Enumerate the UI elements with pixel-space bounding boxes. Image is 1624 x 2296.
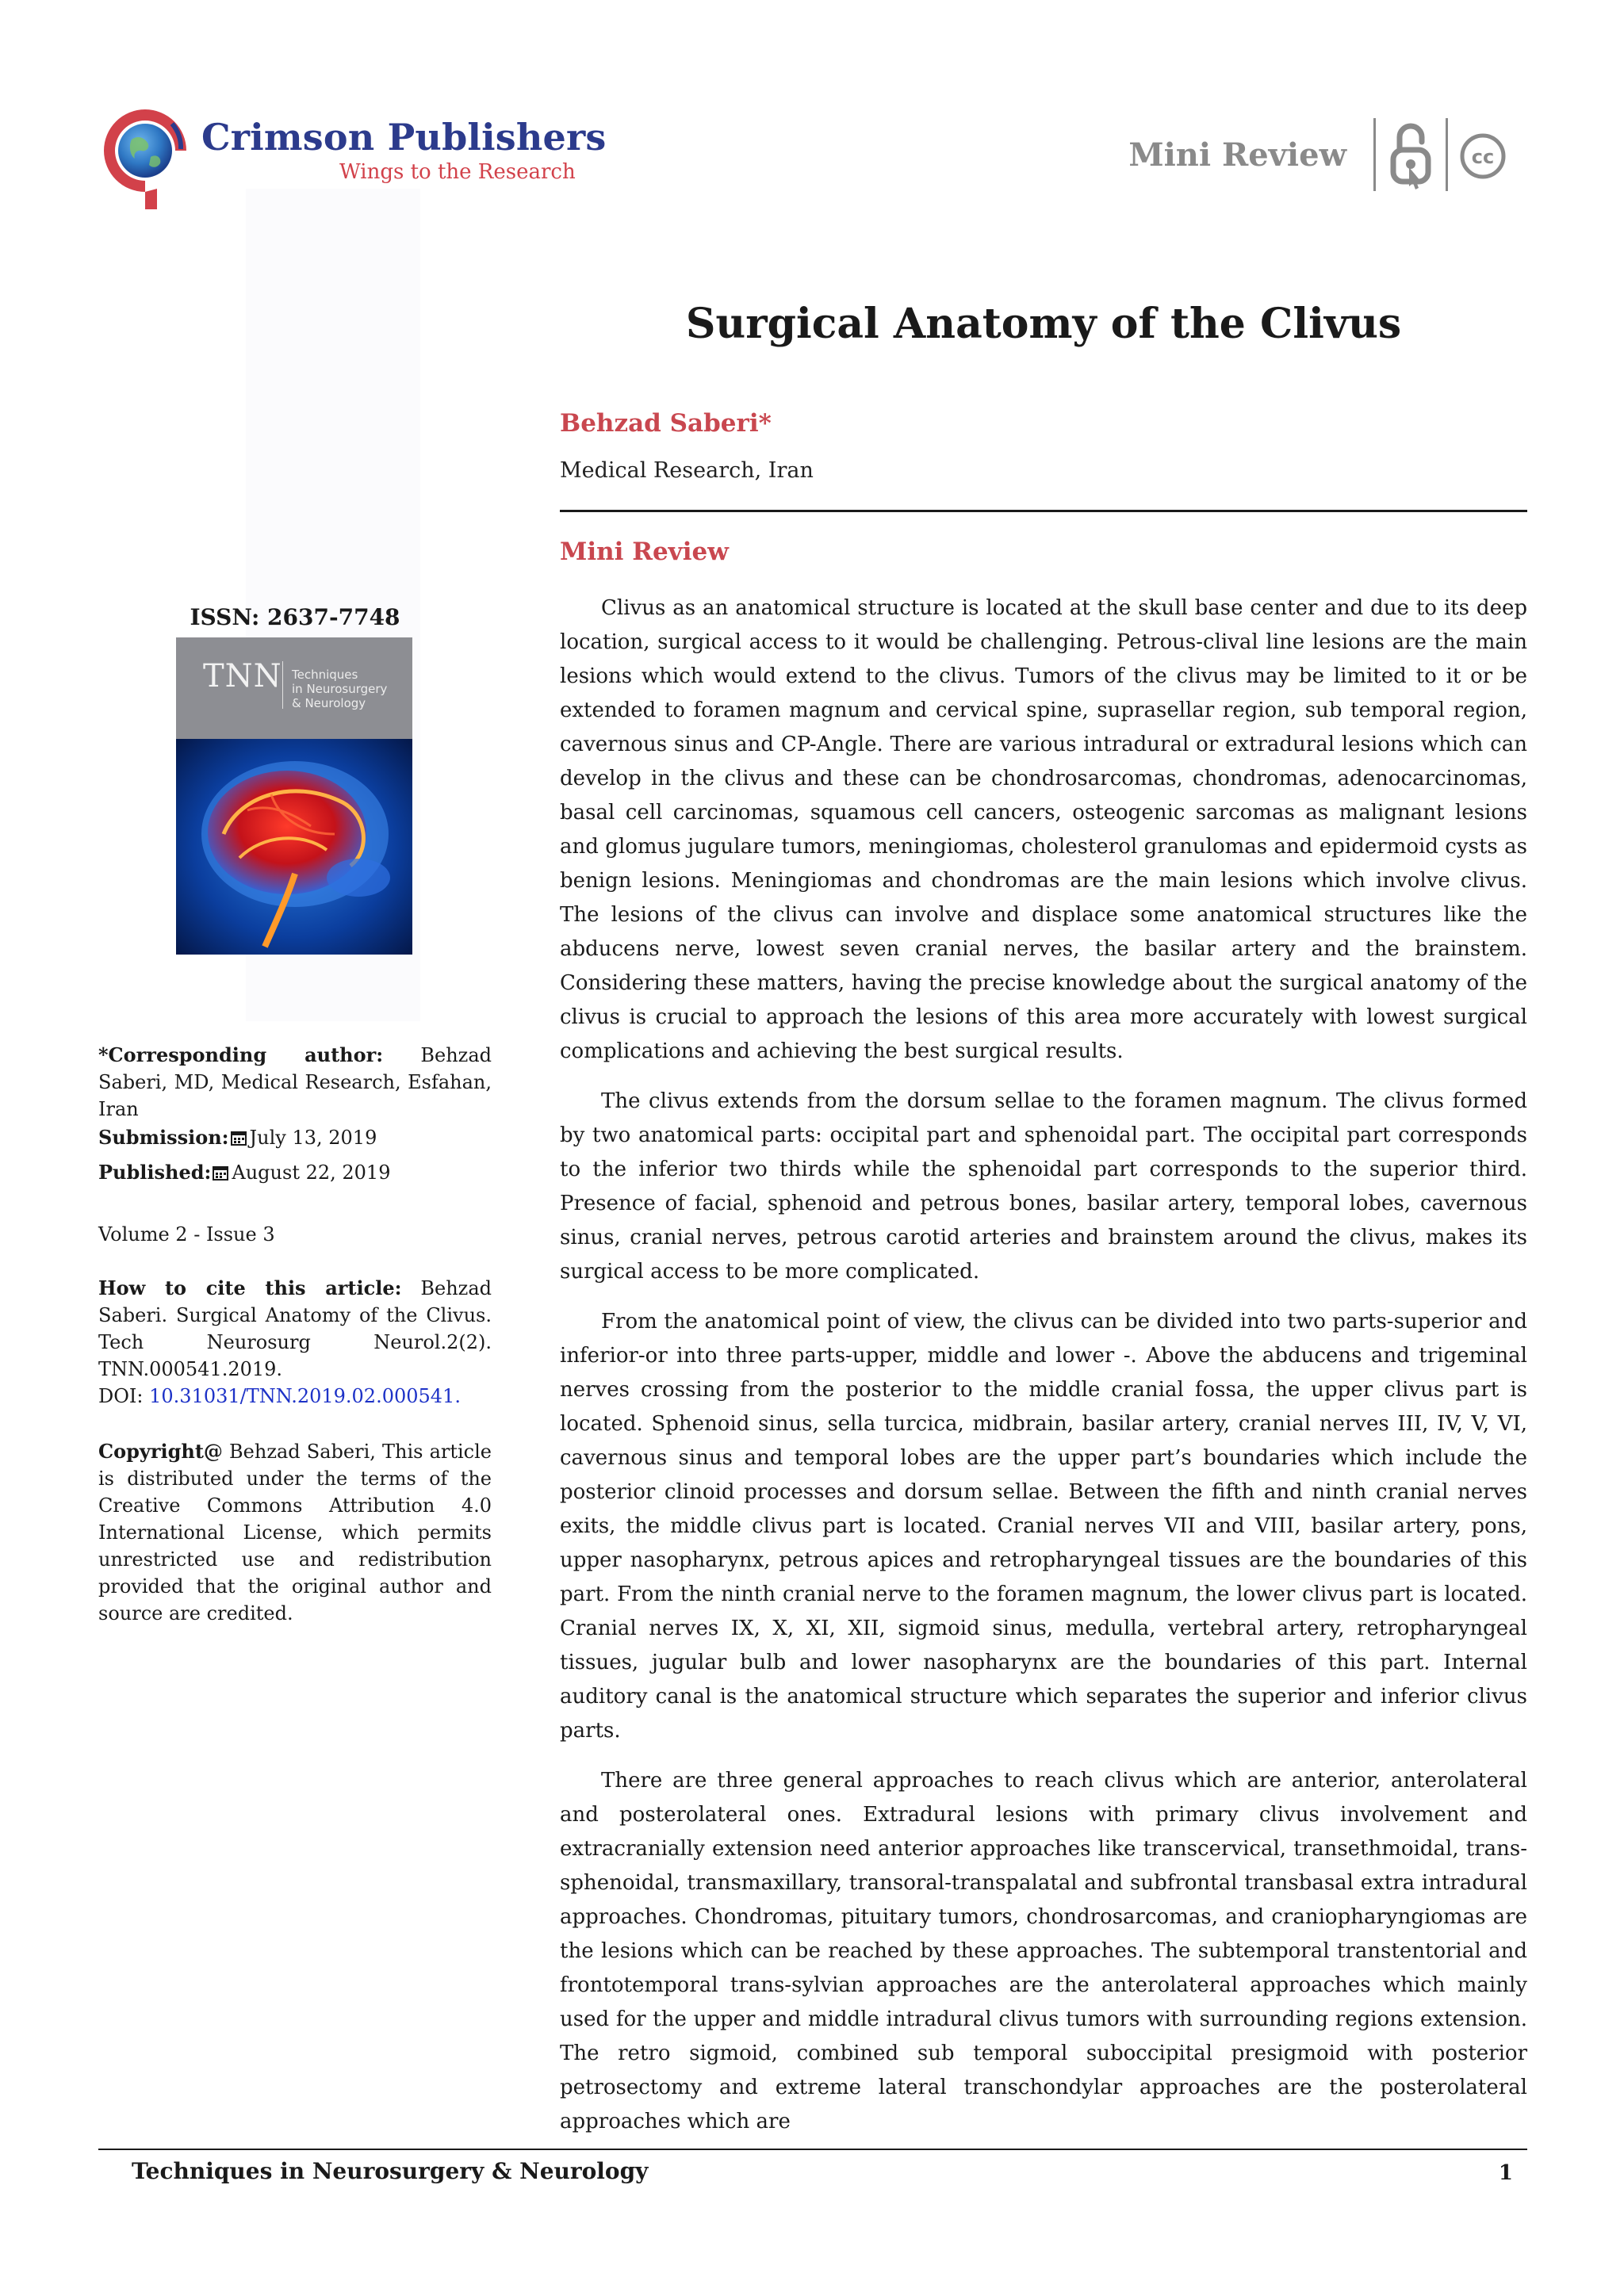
author-affiliation: Medical Research, Iran	[560, 458, 814, 483]
citation-label: How to cite this article:	[98, 1276, 402, 1299]
cover-subtitle-line-2: in Neurosurgery	[292, 682, 388, 696]
footer-divider	[98, 2149, 1527, 2150]
header-right	[1128, 111, 1508, 198]
brain-illustration-icon	[176, 739, 412, 955]
published-date: August 22, 2019	[232, 1161, 391, 1184]
corresponding-author-label: *Corresponding author:	[98, 1043, 384, 1066]
article-type-label: Mini Review	[1128, 136, 1346, 174]
header-divider	[1373, 118, 1376, 191]
issn-label: ISSN: 2637-7748	[190, 604, 400, 630]
calendar-icon	[213, 1165, 228, 1181]
footer-journal-name: Techniques in Neurosurgery & Neurology	[132, 2158, 649, 2184]
cover-abbr: TNN	[203, 658, 282, 695]
volume-issue: Volume 2 - Issue 3	[98, 1223, 275, 1246]
article-title: Surgical Anatomy of the Clivus	[685, 300, 1402, 348]
journal-cover[interactable]	[176, 637, 412, 955]
page-number: 1	[1498, 2161, 1513, 2185]
submission-date-row	[98, 1124, 492, 1151]
author-name[interactable]: Behzad Saberi*	[560, 409, 772, 438]
published-label: Published:	[98, 1161, 212, 1184]
submission-date: July 13, 2019	[249, 1127, 377, 1149]
body-paragraph-2: The clivus extends from the dorsum sellae to the foramen magnum. The clivus formed by two anatomical parts: occipital part and sphenoidal part. The occipital part corresponds to the inferior two thirds while the sphenoidal part corresponds to the superior third. Presence of facial, sphenoid and petrous bones, basilar artery, temporal lobes, cavernous sinus, cranial nerves, petrous carotid arteries and brainstem around the clivus, makes its surgical access to be more complicated.	[560, 1089, 1527, 1284]
citation-text: Behzad Saberi. Surgical Anatomy of the Clivus. Tech Neurosurg Neurol.2(2). TNN.000541.2019.	[98, 1277, 492, 1380]
cover-subtitle-line-3: & Neurology	[292, 696, 366, 710]
cover-subtitle	[292, 668, 411, 710]
cover-subtitle-line-1: Techniques	[292, 668, 358, 682]
article-body	[560, 591, 1527, 2155]
body-paragraph-1: Clivus as an anatomical structure is located at the skull base center and due to its deep location, surgical access to it would be challenging. Petrous-clival line lesions are the main lesions which would extend to the clivus. Tumors of the clivus may be limited to it or be extended to foramen magnum and cervical spine, suprasellar region, sub temporal region, cavernous sinus and CP-Angle. There are various intradural or extradural lesions which can develop in the clivus and these can be chondrosarcomas, chondromas, adenocarcinomas, basal cell carcinomas, squamous cell cancers, osteogenic sarcomas as malignant lesions and glomus jugulare tumors, meningiomas, cholesterol granulomas and epidermoid cysts as benign lesions. Meningiomas and chondromas are the main lesions which involve clivus. The lesions of the clivus can involve and displace some anatomical structures like the abducens nerve, lowest seven cranial nerves, the basilar artery and the brainstem. Considering these matters, having the precise knowledge about the surgical anatomy of the clivus is crucial to approach the lesions of this area more accurately with lowest surgical complications and achieving the best surgical results.	[560, 596, 1527, 1063]
doi-label: DOI:	[98, 1385, 144, 1407]
cover-header	[176, 637, 412, 739]
publisher-tagline: Wings to the Research	[339, 160, 576, 184]
title-divider	[560, 510, 1527, 512]
copyright-label: Copyright@	[98, 1440, 223, 1463]
copyright-block	[98, 1438, 492, 1627]
corresponding-author-text: Behzad Saberi, MD, Medical Research, Esfahan, Iran	[98, 1044, 492, 1120]
header-divider-2	[1446, 118, 1448, 191]
corresponding-author-block	[98, 1042, 492, 1123]
publisher-name: Crimson Publishers	[201, 116, 607, 159]
submission-label: Submission:	[98, 1126, 229, 1149]
citation-block	[98, 1275, 492, 1410]
body-paragraph-3: From the anatomical point of view, the clivus can be divided into two parts-superior and inferior-or into three parts-upper, middle and lower -. Above the abducens and trigeminal nerves crossing from the posterior to the middle cranial fossa, the upper clivus part is located. Sphenoid sinus, sella turcica, midbrain, basilar artery, cranial nerves III, IV, V, VI, cavernous sinus and temporal lobes are the upper part’s boundaries which include the posterior clinoid processes and dorsum sellae. Between the fifth and ninth cranial nerves exits, the middle clivus part is located. Cranial nerves VII and VIII, basilar artery, pons, upper nasopharynx, petrous apices and retropharyngeal tissues are the boundaries of this part. From the ninth cranial nerve to the foramen magnum, the lower clivus part is located. Cranial nerves IX, X, XI, XII, sigmoid sinus, medulla, vertebral artery, retropharyngeal tissues, jugular bulb and lower nasopharynx are the boundaries of this part. Internal auditory canal is the anatomical structure which separates the superior and inferior clivus parts.	[560, 1310, 1527, 1743]
calendar-icon	[231, 1130, 247, 1146]
published-date-row	[98, 1159, 492, 1186]
body-paragraph-4: There are three general approaches to reach clivus which are anterior, anterolateral and posterolateral ones. Extradural lesions with primary clivus involvement and extracranially extension need anterior approaches like transcervical, transethmoidal, trans-sphenoidal, transmaxillary, transoral-transpalatal and subfrontal transbasal extra intradural approaches. Chondromas, pituitary tumors, chondrosarcomas, and craniopharyngiomas are the lesions which can be reached by these approaches. The subtemporal transtentorial and frontotemporal trans-sylvian approaches are the anterolateral approaches which mainly used for the upper and middle intradural clivus tumors with surrounding regions extension. The retro sigmoid, combined sub temporal suboccipital presigmoid with posterior petrosectomy and extreme lateral transchondylar approaches are the posterolateral approaches which are	[560, 1769, 1527, 2133]
cover-divider	[282, 661, 283, 709]
open-access-lock-icon[interactable]	[1385, 118, 1436, 191]
svg-text:cc: cc	[1471, 146, 1495, 168]
copyright-text: Behzad Saberi, This article is distributed under the terms of the Creative Commons Attribution 4.0 International License, which permits unrestricted use and redistribution provided that the original author and source are credited.	[98, 1441, 492, 1624]
creative-commons-icon[interactable]	[1457, 118, 1508, 191]
globe-logo-icon	[98, 105, 192, 212]
section-heading: Mini Review	[560, 538, 729, 566]
doi-link[interactable]: 10.31031/TNN.2019.02.000541.	[149, 1385, 461, 1407]
